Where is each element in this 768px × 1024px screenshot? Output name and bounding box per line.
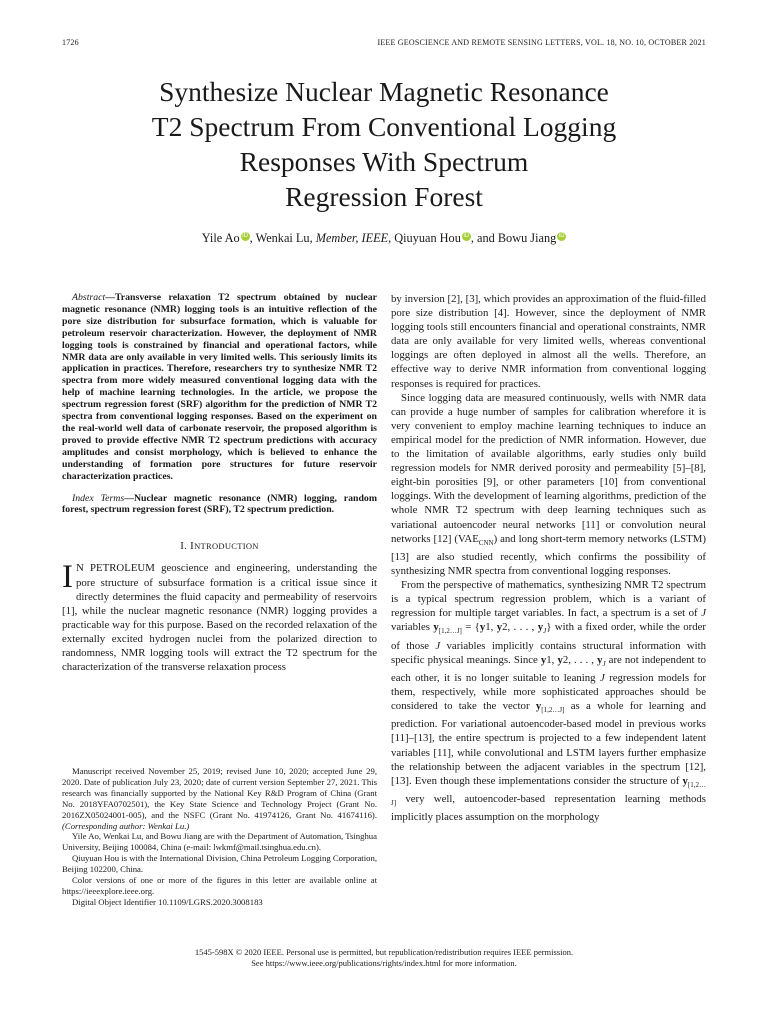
title-line: Synthesize Nuclear Magnetic Resonance	[159, 76, 609, 107]
orcid-icon[interactable]: iD	[463, 232, 470, 239]
abstract-text: Transverse relaxation T2 spectrum obtained by nuclear magnetic resonance (NMR) logging tools is an intuitive reflection of the pore size distribution for subsurface formation, which is valuable for petroleum reservoir characterization. However, the deployment of NMR logging tools is constrained by financial and operational factors, while NMR data are only available in very limited wells. This seriously limits its application in practices. Therefore, researchers try to synthesize NMR T2 spectra from more widely measured conventional logging data with the help of machine learning technologies. In the article, we propose the spectrum regression forest (SRF) algorithm for the prediction of NMR T2 spectra from conventional logging responses. Based on the experiment on the real-world well data of carbonate reservoir, the proposed algorithm is proved to provide effective NMR T2 spectrum predictions with accuracy amplitudes and consist morphology, which is believed to enhance the understanding of formation pore structures for future reservoir characterization practices.	[62, 292, 377, 482]
math-vector: y	[479, 621, 486, 634]
title-line: T2 Spectrum From Conventional Logging	[151, 111, 617, 142]
subscript: [1,2…J]	[391, 780, 706, 808]
subscript: J	[602, 659, 606, 668]
copyright-line: See https://www.ieee.org/publications/rights/index.html for more information.	[251, 958, 517, 968]
body-paragraph	[391, 391, 706, 578]
section-heading	[62, 539, 377, 553]
body-text: } with a fixed order, while the order of those	[391, 621, 707, 652]
index-terms-label: Index Terms	[72, 492, 125, 504]
math-text: 1,	[546, 653, 558, 666]
section-initial: I	[190, 540, 195, 553]
math-text: 1,	[485, 621, 497, 634]
footnote: Digital Object Identifier 10.1109/LGRS.2020.3008183	[72, 896, 263, 907]
index-terms-dash: —	[124, 492, 134, 504]
math-vector: y	[557, 653, 563, 666]
footnote: Qiuyuan Hou is with the International Division, China Petroleum Logging Corporation, Beijing 102200, China.	[62, 853, 377, 875]
footnote: Color versions of one or more of the figures in this letter are available online at https://ieeexplore.ieee.org.	[62, 875, 377, 896]
abstract	[62, 292, 377, 483]
author-separator: , and	[470, 231, 498, 245]
subscript: [1,2…J]	[438, 627, 462, 636]
left-column	[62, 292, 377, 674]
abstract-label: Abstract	[72, 292, 106, 303]
abstract-dash: —	[105, 292, 115, 303]
section-numeral: I.	[180, 540, 191, 553]
body-text: From the perspective of mathematics, synthesizing NMR T2 spectrum is a typical spectrum regression problem, which is a variant of regression for multiple target variables. In fact, a spectrum is a set of	[391, 579, 706, 620]
orcid-icon[interactable]: iD	[558, 232, 565, 239]
paper-title	[80, 74, 688, 214]
math-var: J	[599, 671, 605, 684]
page-number: 1726	[62, 38, 79, 47]
drop-cap: I	[62, 559, 73, 596]
journal-header: IEEE GEOSCIENCE AND REMOTE SENSING LETTERS, VOL. 18, NO. 10, OCTOBER 2021	[377, 38, 706, 47]
index-terms	[62, 493, 377, 517]
body-paragraph: by inversion [2], [3], which provides an approximation of the fluid-filled pore size distribution [4]. However, since the deployment of NMR logging tools still encounters financial and operational constraints, NMR data are only available for very limited wells, whereas conventional loggings are often deployed in almost all the wells. Therefore, an effective way to derive NMR information from conventional logging responses is required for practices.	[391, 293, 706, 390]
right-column	[391, 292, 706, 824]
math-vector: y	[597, 653, 603, 666]
index-terms-text: Nuclear magnetic resonance (NMR) logging, random forest, spectrum regression forest (SRF), T2 spectrum prediction.	[62, 492, 377, 516]
author-name: , Qiuyuan Hou	[388, 231, 461, 245]
orcid-icon[interactable]: iD	[242, 232, 248, 239]
math-vector: y	[535, 700, 542, 713]
author-role: , Member, IEEE	[309, 231, 389, 245]
body-paragraph	[391, 578, 706, 824]
author-list	[60, 231, 708, 246]
subscript: J	[543, 627, 547, 636]
math-var: J	[435, 639, 441, 652]
math-var: J	[701, 607, 706, 620]
math-text: = {	[461, 621, 480, 634]
math-vector: y	[496, 621, 503, 634]
body-text: ) and long short-term memory networks (LSTM) [13] are also studied recently, which confirms the possibility of synthesizing NMR spectra from conventional logging responses.	[391, 532, 706, 577]
author-name: Yile Ao	[201, 231, 240, 245]
corresponding-author: (Corresponding author: Wenkai Lu.)	[62, 820, 190, 831]
copyright-line: 1545-598X © 2020 IEEE. Personal use is permitted, but republication/redistribution requires IEEE permission.	[194, 947, 574, 957]
author-name: Bowu Jiang	[497, 231, 557, 245]
math-vector: y	[682, 774, 688, 787]
section-title-rest: NTRODUCTION	[194, 541, 259, 552]
title-line: Regression Forest	[285, 181, 483, 212]
body-text: variables implicitly contains structural information with specific physical meanings. Since	[391, 639, 706, 666]
title-line: Responses With Spectrum	[239, 146, 529, 177]
body-text: variables	[391, 621, 434, 634]
copyright-notice	[62, 947, 706, 969]
math-vector: y	[540, 653, 547, 666]
body-text: are not independent to each other, it is no longer suitable to leaning	[391, 653, 706, 684]
intro-lead: N PETROLEUM	[76, 562, 155, 575]
subscript: [1,2…J]	[541, 706, 565, 715]
footnote: Yile Ao, Wenkai Lu, and Bowu Jiang are with the Department of Automation, Tsinghua University, Beijing 100084, China (e-mail: lwkmf@mail.tsinghua.edu.cn).	[62, 831, 377, 853]
math-vector: y	[537, 621, 544, 634]
intro-paragraph	[62, 561, 377, 674]
intro-text: geoscience and engineering, understanding the pore structure of subsurface formation is a critical issue since it directly determines the fluid capacity and permeability of reservoirs [1], while the nuclear magnetic resonance (NMR) logging provides a practicable way for this purpose. Based on the recorded relaxation of the externally excited hydrogen nuclei from the polarized direction to randomness, NMR logging tools will extract the T2 spectrum for the characterization of the transverse relaxation process	[62, 562, 378, 674]
subscript: CNN	[478, 538, 494, 547]
math-text: 2, . . . ,	[562, 653, 598, 666]
footnote	[62, 766, 377, 831]
body-text: Since logging data are measured continuously, wells with NMR data can provide a huge number of samples for calibration wherefore it is very convenient to employ machine learning techniques to induce an empirical model for the prediction of NMR information. However, due to the limitation of available algorithms, early studies only build regression models for NMR derived porosity and permeability [5]–[8], eight-bin porosities [9], or other parameters [10] from conventional loggings. With the development of learning algorithms, prediction of the whole NMR T2 spectrum with deep learning techniques such as variational autoencoder neural networks [11] or convolution neural networks [12] (VAE	[391, 391, 706, 545]
footnotes	[62, 766, 377, 908]
body-text: regression models for them, respectively, while more sophisticated approaches should be considered to take the vector	[391, 671, 707, 713]
body-text: very well, autoencoder-based representation learning methods implicitly places assumption on the morphology	[391, 792, 706, 824]
footnote-text: Manuscript received November 25, 2019; revised June 10, 2020; accepted June 29, 2020. Date of publication July 23, 2020; date of current version September 27, 2021. This research was financially supported by the National Key R&D Program of China (Grant No. 2018YFA0702501), the Key State Science and Technology Project (Grant No. 2016ZX05024001-005), and the NSFC (Grant No. 41974126, Grant No. 41674116).	[62, 766, 377, 820]
author-name: , Wenkai Lu	[249, 231, 310, 245]
math-text: 2, . . . ,	[502, 621, 538, 634]
math-vector: y	[433, 621, 439, 634]
body-text: as a whole for learning and prediction. For variational autoencoder-based model in previous works [11]–[13], the entire spectrum is projected to a few independent latent variables [11], while convolutional and LSTM layers further emphasize the relationship between the adjacent variables in the spectrum [12], [13]. Even though these implementations consider the structure of	[391, 700, 707, 787]
